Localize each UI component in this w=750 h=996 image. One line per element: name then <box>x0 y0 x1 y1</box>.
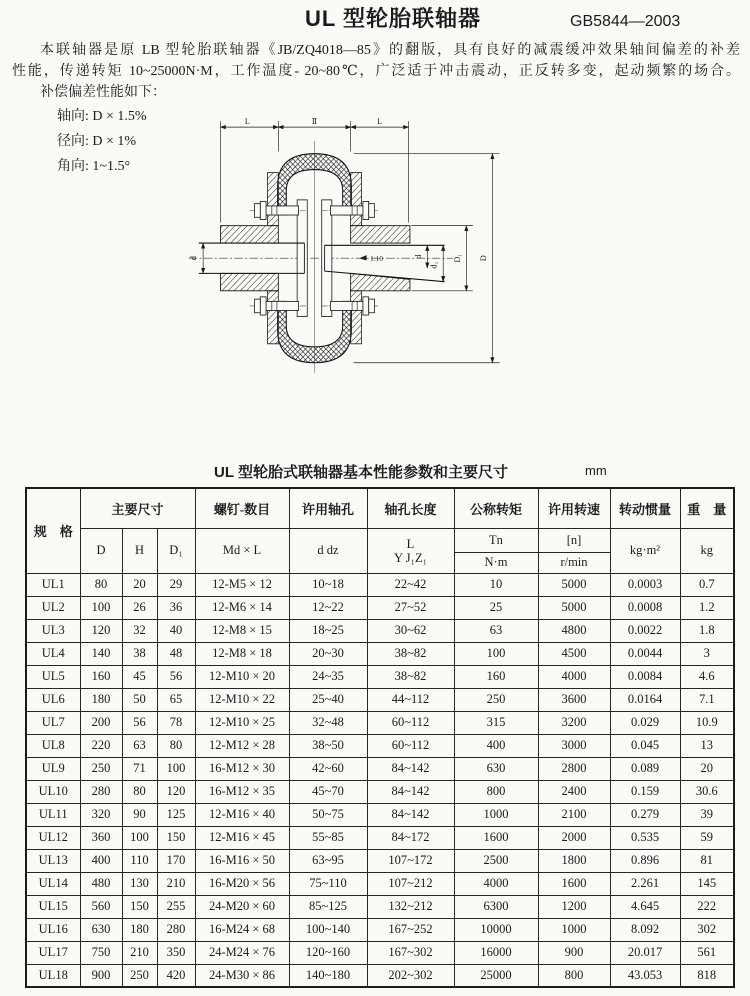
cell: 3200 <box>538 711 610 734</box>
table-body <box>26 573 734 987</box>
cell: 400 <box>454 734 538 757</box>
cell: 85~125 <box>289 895 367 918</box>
hub-section <box>351 226 410 243</box>
col-header-n: [n] <box>538 528 610 552</box>
dim-label-d-right: d <box>413 254 423 259</box>
col-header-spec: 规 格 <box>26 488 80 573</box>
cell: 210 <box>122 941 157 964</box>
cell: 480 <box>80 872 122 895</box>
cell: 24-M30 × 86 <box>195 964 289 987</box>
unit-label: mm <box>585 463 607 478</box>
cell: 130 <box>122 872 157 895</box>
cell: 38 <box>122 642 157 665</box>
cell: 56 <box>122 711 157 734</box>
cell: 29 <box>157 573 195 596</box>
cell: 30~62 <box>367 619 454 642</box>
cell: 150 <box>122 895 157 918</box>
table-row <box>26 941 734 964</box>
cell: 12-M8 × 15 <box>195 619 289 642</box>
cell: 25000 <box>454 964 538 987</box>
cell: 280 <box>157 918 195 941</box>
cell: UL3 <box>26 619 80 642</box>
dim-label-d1-right: d₁ <box>429 261 439 269</box>
cell: UL17 <box>26 941 80 964</box>
cell: 4.6 <box>680 665 734 688</box>
cell: 24~35 <box>289 665 367 688</box>
cell: 100 <box>157 757 195 780</box>
cell: 0.0022 <box>610 619 680 642</box>
intro-line: 本联轴器是原 LB 型轮胎联轴器《JB/ZQ4018—85》的翻版，具有良好的减震缓冲效果轴间偏差的补差 <box>40 43 740 58</box>
col-header-H: H <box>122 528 157 573</box>
cell: 900 <box>538 941 610 964</box>
cell: 18~25 <box>289 619 367 642</box>
cell: 20 <box>122 573 157 596</box>
offset-specs <box>57 104 147 179</box>
table-row <box>26 596 734 619</box>
col-header-main-dims: 主要尺寸 <box>80 488 195 528</box>
cell: 59 <box>680 826 734 849</box>
cell: 350 <box>157 941 195 964</box>
cell: 4800 <box>538 619 610 642</box>
table-row <box>26 780 734 803</box>
dim-label-d-left: d <box>189 256 198 261</box>
cell: 1600 <box>454 826 538 849</box>
hub-section <box>220 226 278 243</box>
col-header-kgm2: kg·m² <box>610 528 680 573</box>
cell: 80 <box>122 780 157 803</box>
cell: 24-M20 × 60 <box>195 895 289 918</box>
cell: 2400 <box>538 780 610 803</box>
table-row <box>26 711 734 734</box>
cell: UL9 <box>26 757 80 780</box>
cell: 3 <box>680 642 734 665</box>
table-row <box>26 849 734 872</box>
cell: 84~142 <box>367 780 454 803</box>
cell: 125 <box>157 803 195 826</box>
cell: 360 <box>80 826 122 849</box>
cell: 180 <box>122 918 157 941</box>
cell: 32 <box>122 619 157 642</box>
cell: 107~172 <box>367 849 454 872</box>
cell: 800 <box>538 964 610 987</box>
page-title: UL 型轮胎联轴器 <box>304 6 482 31</box>
cell: 22~42 <box>367 573 454 596</box>
cell: 132~212 <box>367 895 454 918</box>
cell: UL11 <box>26 803 80 826</box>
cell: 40 <box>157 619 195 642</box>
cell: 1.8 <box>680 619 734 642</box>
col-header-rmin: r/min <box>538 552 610 573</box>
cell: 1000 <box>538 918 610 941</box>
cell: 27~52 <box>367 596 454 619</box>
cell: 255 <box>157 895 195 918</box>
cell: 210 <box>157 872 195 895</box>
cell: 45 <box>122 665 157 688</box>
taper-arrow-icon <box>359 255 366 260</box>
cell: 0.535 <box>610 826 680 849</box>
cell: 0.089 <box>610 757 680 780</box>
cell: 26 <box>122 596 157 619</box>
cell: 400 <box>80 849 122 872</box>
length-sub-2: Y J₁Z₁ <box>394 550 427 565</box>
cell: 2100 <box>538 803 610 826</box>
cell: 65 <box>157 688 195 711</box>
spec-line-radial: 径向: D × 1% <box>57 134 137 149</box>
cell: 48 <box>157 642 195 665</box>
cell: 32~48 <box>289 711 367 734</box>
cell: 81 <box>680 849 734 872</box>
col-header-kg: kg <box>680 528 734 573</box>
cell: 50~75 <box>289 803 367 826</box>
col-header-torque: 公称转矩 <box>454 488 538 528</box>
intro-paragraph <box>12 40 740 103</box>
cell: 145 <box>680 872 734 895</box>
cell: 12-M10 × 25 <box>195 711 289 734</box>
cell: UL16 <box>26 918 80 941</box>
hub-section <box>220 273 278 290</box>
cell: 200 <box>80 711 122 734</box>
cell: UL13 <box>26 849 80 872</box>
cell: 140~180 <box>289 964 367 987</box>
table-row <box>26 872 734 895</box>
cell: 60~112 <box>367 734 454 757</box>
cell: 420 <box>157 964 195 987</box>
cell: 0.7 <box>680 573 734 596</box>
cell: 43.053 <box>610 964 680 987</box>
col-header-L-YJZ <box>367 528 454 573</box>
table-row <box>26 895 734 918</box>
cell: 63~95 <box>289 849 367 872</box>
cell: 561 <box>680 941 734 964</box>
taper-label: 1:10 <box>370 254 384 264</box>
cell: 42~60 <box>289 757 367 780</box>
cell: 0.029 <box>610 711 680 734</box>
flange-hatch <box>267 291 278 344</box>
cell: 71 <box>122 757 157 780</box>
cell: UL6 <box>26 688 80 711</box>
table-row <box>26 642 734 665</box>
cell: 36 <box>157 596 195 619</box>
table-row <box>26 964 734 987</box>
cell: 0.0003 <box>610 573 680 596</box>
cell: 100 <box>122 826 157 849</box>
cell: UL7 <box>26 711 80 734</box>
cell: 4.645 <box>610 895 680 918</box>
table-row <box>26 619 734 642</box>
col-header-bore: 许用轴孔 <box>289 488 367 528</box>
table-row <box>26 826 734 849</box>
cell: 25~40 <box>289 688 367 711</box>
cell: 12-M16 × 45 <box>195 826 289 849</box>
cell: 220 <box>80 734 122 757</box>
cell: 38~82 <box>367 665 454 688</box>
cell: 30.6 <box>680 780 734 803</box>
cell: 1200 <box>538 895 610 918</box>
col-header-Tn: Tn <box>454 528 538 552</box>
cell: UL15 <box>26 895 80 918</box>
cell: UL12 <box>26 826 80 849</box>
cell: 100 <box>454 642 538 665</box>
flange-hatch <box>267 173 278 226</box>
cell: 13 <box>680 734 734 757</box>
technical-drawing <box>180 112 650 462</box>
cell: 4000 <box>454 872 538 895</box>
col-header-length: 轴孔长度 <box>367 488 454 528</box>
cell: 10~18 <box>289 573 367 596</box>
cell: UL18 <box>26 964 80 987</box>
cell: 10 <box>454 573 538 596</box>
cell: 12-M10 × 22 <box>195 688 289 711</box>
cell: 0.896 <box>610 849 680 872</box>
cell: 63 <box>122 734 157 757</box>
cell: 180 <box>80 688 122 711</box>
cell: 167~302 <box>367 941 454 964</box>
cell: UL1 <box>26 573 80 596</box>
cell: 3600 <box>538 688 610 711</box>
table-row <box>26 757 734 780</box>
cell: 0.045 <box>610 734 680 757</box>
cell: 320 <box>80 803 122 826</box>
col-header-ddz: d dz <box>289 528 367 573</box>
cell: 20 <box>680 757 734 780</box>
cell: 5000 <box>538 596 610 619</box>
col-header-D: D <box>80 528 122 573</box>
cell: 1.2 <box>680 596 734 619</box>
cell: 8.092 <box>610 918 680 941</box>
cell: 750 <box>80 941 122 964</box>
cell: 630 <box>80 918 122 941</box>
cell: UL10 <box>26 780 80 803</box>
length-sub-1: L <box>406 536 415 551</box>
col-header-screw: 螺钉-数目 <box>195 488 289 528</box>
cell: 140 <box>80 642 122 665</box>
col-header-MdL: Md × L <box>195 528 289 573</box>
cell: 84~142 <box>367 803 454 826</box>
cell: 45~70 <box>289 780 367 803</box>
cell: 107~212 <box>367 872 454 895</box>
cell: 80 <box>157 734 195 757</box>
cell: 7.1 <box>680 688 734 711</box>
dim-label-L-right: L <box>377 116 382 127</box>
pressure-plate <box>297 200 307 317</box>
cell: 16-M12 × 30 <box>195 757 289 780</box>
cell: 16000 <box>454 941 538 964</box>
cell: 110 <box>122 849 157 872</box>
table-row <box>26 918 734 941</box>
spec-line-angular: 角向: 1~1.5° <box>57 159 131 174</box>
cell: 75~110 <box>289 872 367 895</box>
cell: 250 <box>454 688 538 711</box>
cell: 16-M24 × 68 <box>195 918 289 941</box>
cell: 302 <box>680 918 734 941</box>
table-row <box>26 665 734 688</box>
table-row <box>26 573 734 596</box>
cell: 0.0008 <box>610 596 680 619</box>
col-header-D1: D₁ <box>157 528 195 573</box>
cell: 90 <box>122 803 157 826</box>
cell: 2800 <box>538 757 610 780</box>
cell: 120 <box>80 619 122 642</box>
cell: 160 <box>454 665 538 688</box>
standard-number: GB5844—2003 <box>570 13 681 30</box>
cell: 44~112 <box>367 688 454 711</box>
intro-line: 性能，传递转矩 10~25000N·M，工作温度- 20~80℃，广泛适于冲击震动，正反转多变，起动频繁的场合。 <box>12 64 740 79</box>
cell: UL8 <box>26 734 80 757</box>
cell: 0.159 <box>610 780 680 803</box>
cell: 900 <box>80 964 122 987</box>
col-header-Nm: N·m <box>454 552 538 573</box>
cell: 0.279 <box>610 803 680 826</box>
cell: 25 <box>454 596 538 619</box>
spec-line-axial: 轴向: D × 1.5% <box>57 109 147 124</box>
cell: 0.0164 <box>610 688 680 711</box>
cell: 0.0084 <box>610 665 680 688</box>
cell: 4000 <box>538 665 610 688</box>
flange-hatch <box>351 173 362 226</box>
cell: 1800 <box>538 849 610 872</box>
cell: 84~172 <box>367 826 454 849</box>
cell: 0.0044 <box>610 642 680 665</box>
cell: 39 <box>680 803 734 826</box>
col-header-weight: 重 量 <box>680 488 734 528</box>
cell: 12-M6 × 14 <box>195 596 289 619</box>
cell: 12-M5 × 12 <box>195 573 289 596</box>
cell: UL2 <box>26 596 80 619</box>
cell: 170 <box>157 849 195 872</box>
cell: 3000 <box>538 734 610 757</box>
col-header-inertia: 转动惯量 <box>610 488 680 528</box>
cell: 50 <box>122 688 157 711</box>
cell: 16-M16 × 50 <box>195 849 289 872</box>
cell: 2500 <box>454 849 538 872</box>
cell: 20.017 <box>610 941 680 964</box>
cell: 10.9 <box>680 711 734 734</box>
cell: 60~112 <box>367 711 454 734</box>
cell: 120 <box>157 780 195 803</box>
cell: 24-M24 × 76 <box>195 941 289 964</box>
cell: 2.261 <box>610 872 680 895</box>
cell: 38~82 <box>367 642 454 665</box>
cell: 38~50 <box>289 734 367 757</box>
cell: 10000 <box>454 918 538 941</box>
cell: 1000 <box>454 803 538 826</box>
cell: UL14 <box>26 872 80 895</box>
cell: 6300 <box>454 895 538 918</box>
cell: 560 <box>80 895 122 918</box>
table-row <box>26 688 734 711</box>
cell: 63 <box>454 619 538 642</box>
cell: 150 <box>157 826 195 849</box>
intro-line: 补偿偏差性能如下： <box>40 85 166 100</box>
cell: 16-M12 × 35 <box>195 780 289 803</box>
dim-label-D: D <box>479 255 488 262</box>
cell: 630 <box>454 757 538 780</box>
cell: 100 <box>80 596 122 619</box>
cell: 250 <box>122 964 157 987</box>
cell: 78 <box>157 711 195 734</box>
cell: 12-M12 × 28 <box>195 734 289 757</box>
cell: 2000 <box>538 826 610 849</box>
cell: 120~160 <box>289 941 367 964</box>
cell: 280 <box>80 780 122 803</box>
cell: 5000 <box>538 573 610 596</box>
dim-label-D1: D₁ <box>452 253 462 263</box>
cell: 20~30 <box>289 642 367 665</box>
cell: UL5 <box>26 665 80 688</box>
cell: 12-M10 × 20 <box>195 665 289 688</box>
cell: 160 <box>80 665 122 688</box>
cell: 202~302 <box>367 964 454 987</box>
cell: 800 <box>454 780 538 803</box>
cell: 12-M8 × 18 <box>195 642 289 665</box>
cell: 1600 <box>538 872 610 895</box>
cell: 250 <box>80 757 122 780</box>
cell: 167~252 <box>367 918 454 941</box>
cell: 84~142 <box>367 757 454 780</box>
spec-table <box>25 487 735 988</box>
pressure-plate <box>322 200 332 317</box>
cell: 818 <box>680 964 734 987</box>
cell: 12~22 <box>289 596 367 619</box>
dim-label-mid: Ⅱ <box>311 116 318 127</box>
table-title: UL 型轮胎式联轴器基本性能参数和主要尺寸 <box>214 464 508 481</box>
dim-label-L-left: L <box>244 116 250 127</box>
cell: 100~140 <box>289 918 367 941</box>
cell: 56 <box>157 665 195 688</box>
table-row <box>26 734 734 757</box>
cell: 315 <box>454 711 538 734</box>
cell: UL4 <box>26 642 80 665</box>
table-row <box>26 803 734 826</box>
cell: 12-M16 × 40 <box>195 803 289 826</box>
cell: 222 <box>680 895 734 918</box>
col-header-speed: 许用转速 <box>538 488 610 528</box>
cell: 16-M20 × 56 <box>195 872 289 895</box>
cell: 80 <box>80 573 122 596</box>
flange-hatch <box>351 291 362 344</box>
cell: 4500 <box>538 642 610 665</box>
cell: 55~85 <box>289 826 367 849</box>
